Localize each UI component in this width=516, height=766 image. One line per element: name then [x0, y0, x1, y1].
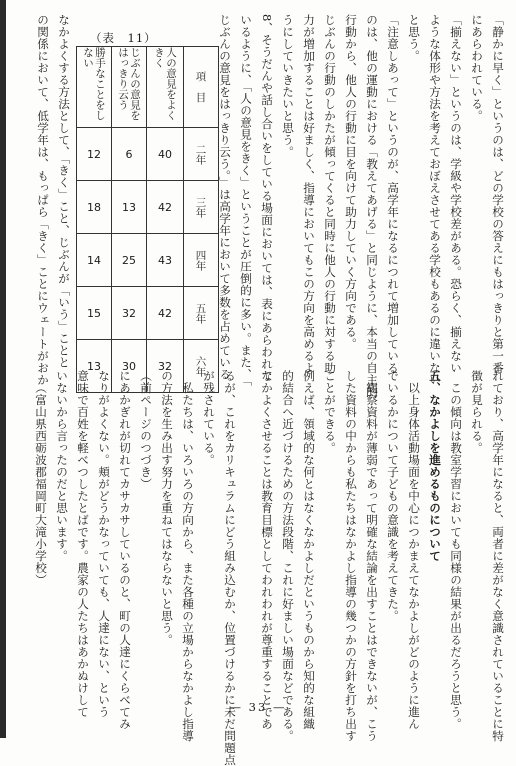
- table-cell: 12: [77, 128, 112, 181]
- text-line: うにしていきたいと思う。: [281, 14, 295, 158]
- table-cell: 18: [77, 181, 112, 234]
- text-line: にあらわれている。: [470, 14, 484, 122]
- table-cell: 6: [112, 128, 147, 181]
- text-line: が残されている。: [202, 370, 216, 466]
- table-cell: 15: [77, 287, 112, 340]
- text-line: ことができる。: [323, 370, 337, 454]
- text-line: の方法を生み出す努力を重ねてはならないと思う。: [160, 370, 174, 646]
- text-line: いないから言ったのだと思います。: [55, 370, 69, 562]
- grade-label: 三年: [184, 181, 219, 234]
- grade-label: 二年: [184, 128, 219, 181]
- table-cell: 13: [77, 340, 112, 393]
- table-cell: 25: [112, 234, 147, 287]
- text-line: なかよくする方法として、「きく」こと、じぶんが「いう」ことと: [57, 14, 71, 369]
- text-line: この傾向は教室学習においても同様の結果が出るだろうと思う。: [449, 381, 463, 730]
- table-cell: 30: [112, 340, 147, 393]
- row-label: 勝手なことをしない: [77, 47, 112, 128]
- table-cell: 32: [147, 340, 184, 393]
- text-line: と思う。: [407, 14, 421, 62]
- text-line: じぶんの意見をはっきり云う。」は高学年において多数を占めている: [218, 14, 232, 381]
- text-line: 観察資料が薄弱であって明確な結論を出すことはできないが、こう: [365, 381, 379, 742]
- text-line: のは、他の運動における「教えてあげる」と同じように、本当の自主的: [365, 14, 379, 398]
- table-cell: 40: [147, 128, 184, 181]
- header-label: 項 目: [184, 47, 219, 128]
- data-table: [76, 46, 219, 393]
- text-line: 「注意しあって」というのが、高学年になるにつれて増加している: [386, 14, 400, 374]
- text-line: の関係において、低学年は、もっぱら「きく」ことにウェートがおか: [36, 14, 50, 386]
- text-line: した資料の中からも私たちはなかよし指導の幾つかの方針を打ち出す: [344, 370, 358, 742]
- table-cell: 14: [77, 234, 112, 287]
- author-affiliation: （富山県西砺波郡福岡町大滝小学校）: [34, 382, 48, 586]
- text-line: れており、高学年になると、両者に差がなく意識されていることに特: [491, 370, 505, 742]
- text-line: 的結合へ近づけるための方法段階、これに好ましい場面などである。: [281, 370, 295, 742]
- upper-left-text-block: [14, 14, 74, 386]
- text-line: でいるかについて子どもの意識を考えてきた。: [386, 370, 400, 622]
- grade-label: 六年: [184, 340, 219, 393]
- scan-edge: [0, 0, 6, 738]
- text-line: 私たちは、いろいろの方向から、また各種の立場からなかよし指導: [181, 381, 195, 742]
- text-line: るが、これをカリキュラムにどう組み込むか、位置づけるかに未だ問題点: [223, 370, 237, 766]
- table-caption: （表 11）: [90, 31, 157, 45]
- text-line: いるように、「人の意見をきく」ということが圧倒的に多い。また、「: [239, 14, 253, 387]
- text-line: 「静かに早く」というのは、どの学校の答えにもはっきりと第一番: [491, 14, 505, 374]
- table-cell: 42: [147, 287, 184, 340]
- grade-label: 五年: [184, 287, 219, 340]
- table-cell: 32: [112, 287, 147, 340]
- lower-left-text-block: [14, 370, 240, 766]
- table-cell: 43: [147, 234, 184, 287]
- upper-right-text-block: [218, 14, 508, 398]
- text-line: 8、そうだんや話し合いをしている場面においては、表にあらわれて: [260, 14, 274, 382]
- text-line: ような体形や方法を考えておぼえさせてある学校もあるのに違いない: [428, 14, 442, 386]
- text-line: 意味で百姓を軽べつしたとばです。農家の人たちはあかぬけして: [76, 370, 90, 718]
- text-line: にあかぎれが切れてカサカサしているのと、町の人達にくらべてみ: [118, 370, 132, 730]
- text-line: なかよくさせることは教育目標としてわれわれが尊重することであ: [260, 370, 274, 730]
- text-line: 例えば、領域的な何とはなくなかよしだというものから知的な組織: [302, 370, 316, 730]
- table-cell: 42: [147, 181, 184, 234]
- text-line: じぶんの行動のしかたが傾ってくると同時に他人の行動に対する助: [323, 14, 337, 374]
- continuation-note: （前ページのつづき）: [139, 370, 153, 490]
- text-line: 力が増加することは好ましく、指導においてもこの方向を高めるよ: [302, 14, 316, 374]
- table-cell: 13: [112, 181, 147, 234]
- text-line: 「揃えない」というのは、学級や学校差がある。恐らく、揃えない: [449, 14, 463, 374]
- text-line: 徴が見られる。: [470, 370, 484, 454]
- section-heading: 五、なかよしを進めるものについて: [428, 370, 442, 562]
- text-line: 行動から、他人の行動に目を向けて助力していく方向である。: [344, 14, 358, 350]
- row-label: じぶんの意見をはっきり云う: [112, 47, 147, 128]
- text-line: なりがよくない。頬がどうかなっていても、人達にない、という: [97, 370, 111, 718]
- row-label: 人の意見をよくきく: [147, 47, 184, 128]
- page-number: — 33 —: [229, 700, 287, 714]
- text-line: 以上身体活動場面を中心につかまえてなかよしがどのように進ん: [407, 381, 421, 730]
- grade-label: 四年: [184, 234, 219, 287]
